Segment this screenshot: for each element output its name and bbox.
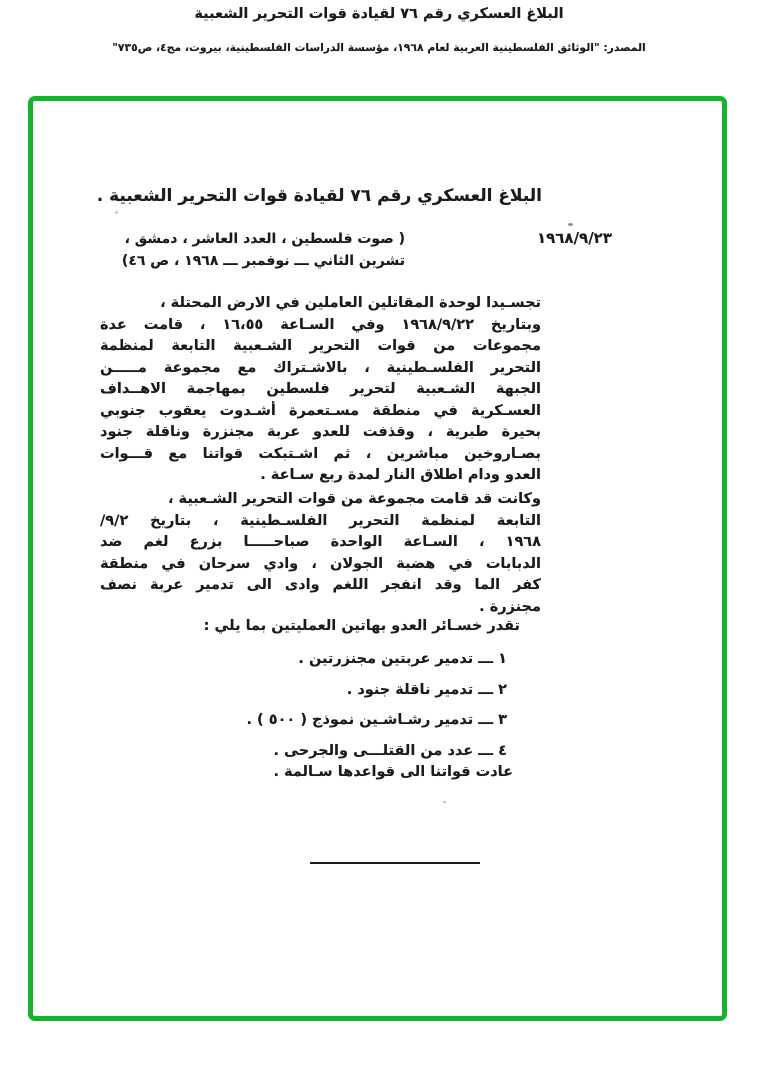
- scan-speck: [443, 801, 446, 803]
- communique-title: البلاغ العسكري رقم ٧٦ لقيادة قوات التحرير الشعبية .: [96, 186, 542, 206]
- paragraph-2-line-3: ١٩٦٨ ، السـاعة الواحدة صباحـــــا بزرع لغم ضد: [100, 534, 541, 550]
- losses-item-4: ٤ ـــ عدد من القتلـــى والجرحى .: [273, 743, 507, 760]
- paragraph-2: [100, 489, 541, 618]
- paragraph-1-line-4: التحرير الفلسـطينية ، بالاشـتراك مع مجموعة مـــــن: [100, 359, 541, 376]
- source-citation: [92, 228, 405, 272]
- paragraph-1-line-2: وبتاريخ ١٩٦٨/٩/٢٢ وفي السـاعة ١٦،٥٥ ، قامت عدة: [100, 316, 541, 333]
- closing-line: عادت قواتنا الى قواعدها سـالمة .: [273, 764, 513, 780]
- page-header-title: البلاغ العسكري رقم ٧٦ لقيادة قوات التحرير الشعبية: [194, 6, 564, 22]
- footer-rule: [310, 862, 480, 864]
- paragraph-1-line-9: العدو ودام اطلاق النار لمدة ربع سـاعة .: [260, 467, 541, 483]
- source-citation-line-2: تشرين الثاني ـــ نوفمبر ـــ ١٩٦٨ ، ص ٤٦): [121, 253, 405, 269]
- scan-speck: [115, 211, 118, 214]
- paragraph-2-line-6: مجنزرة .: [479, 598, 541, 615]
- losses-list: [100, 648, 541, 771]
- losses-item-1: ١ ـــ تدمير عربتين مجنزرتين .: [298, 651, 507, 667]
- paragraph-1-line-8: بصـاروخين مباشرين ، ثم اشـتبكت قواتنا مع قـــوات: [100, 445, 541, 462]
- communique-date: ١٩٦٨/٩/٢٣: [536, 229, 612, 247]
- paragraph-1-line-1: تجسـيدا لوحدة المقاتلين العاملين في الارض المحتلة ،: [160, 295, 541, 311]
- page-header-source: المصدر: "الوثائق الفلسطينية العربية لعام ١٩٦٨، مؤسسة الدراسات الفلسطينية، بيروت، مج٤، ص٧٣٥": [112, 41, 646, 54]
- paragraph-2-line-5: كفر الما وقد انفجر اللغم وادى الى تدمير عربة نصف: [100, 577, 541, 593]
- paragraph-2-line-4: الدبابات في هضبة الجولان ، وادي سرحان في منطقة: [100, 555, 541, 572]
- scan-speck: [568, 223, 573, 226]
- losses-intro: تقدر خسـائر العدو بهاتين العمليتين بما يلي :: [203, 618, 520, 634]
- paragraph-1-line-3: مجموعات من قوات التحرير الشـعبية التابعة لمنظمة: [100, 338, 541, 354]
- losses-item-3: ٣ ـــ تدمير رشـاشـين نموذج ( ٥٠٠ ) .: [246, 712, 507, 729]
- paragraph-2-line-2: التابعة لمنظمة التحرير الفلسـطينية ، بتاريخ ٩/٢/: [100, 512, 541, 529]
- paragraph-1-line-6: العسـكرية في منطقة مسـتعمرة أشـدوت يعقوب جنوبي: [100, 402, 541, 419]
- paragraph-1-line-7: بحيرة طبرية ، وقذفت للعدو عربة مجنزرة وناقلة جنود: [100, 424, 541, 440]
- losses-item-2: ٢ ـــ تدمير ناقلة جنود .: [346, 681, 507, 698]
- paragraph-2-line-1: وكانت قد قامت مجموعة من قوات التحرير الشـعبية ،: [167, 491, 541, 507]
- source-citation-line-1: ( صوت فلسطين ، العدد العاشر ، دمشق ،: [124, 231, 405, 247]
- paragraph-1-line-5: الجبهة الشـعبية لتحرير فلسطين بمهاجمة الاهــداف: [100, 381, 541, 397]
- paragraph-1: [100, 293, 541, 487]
